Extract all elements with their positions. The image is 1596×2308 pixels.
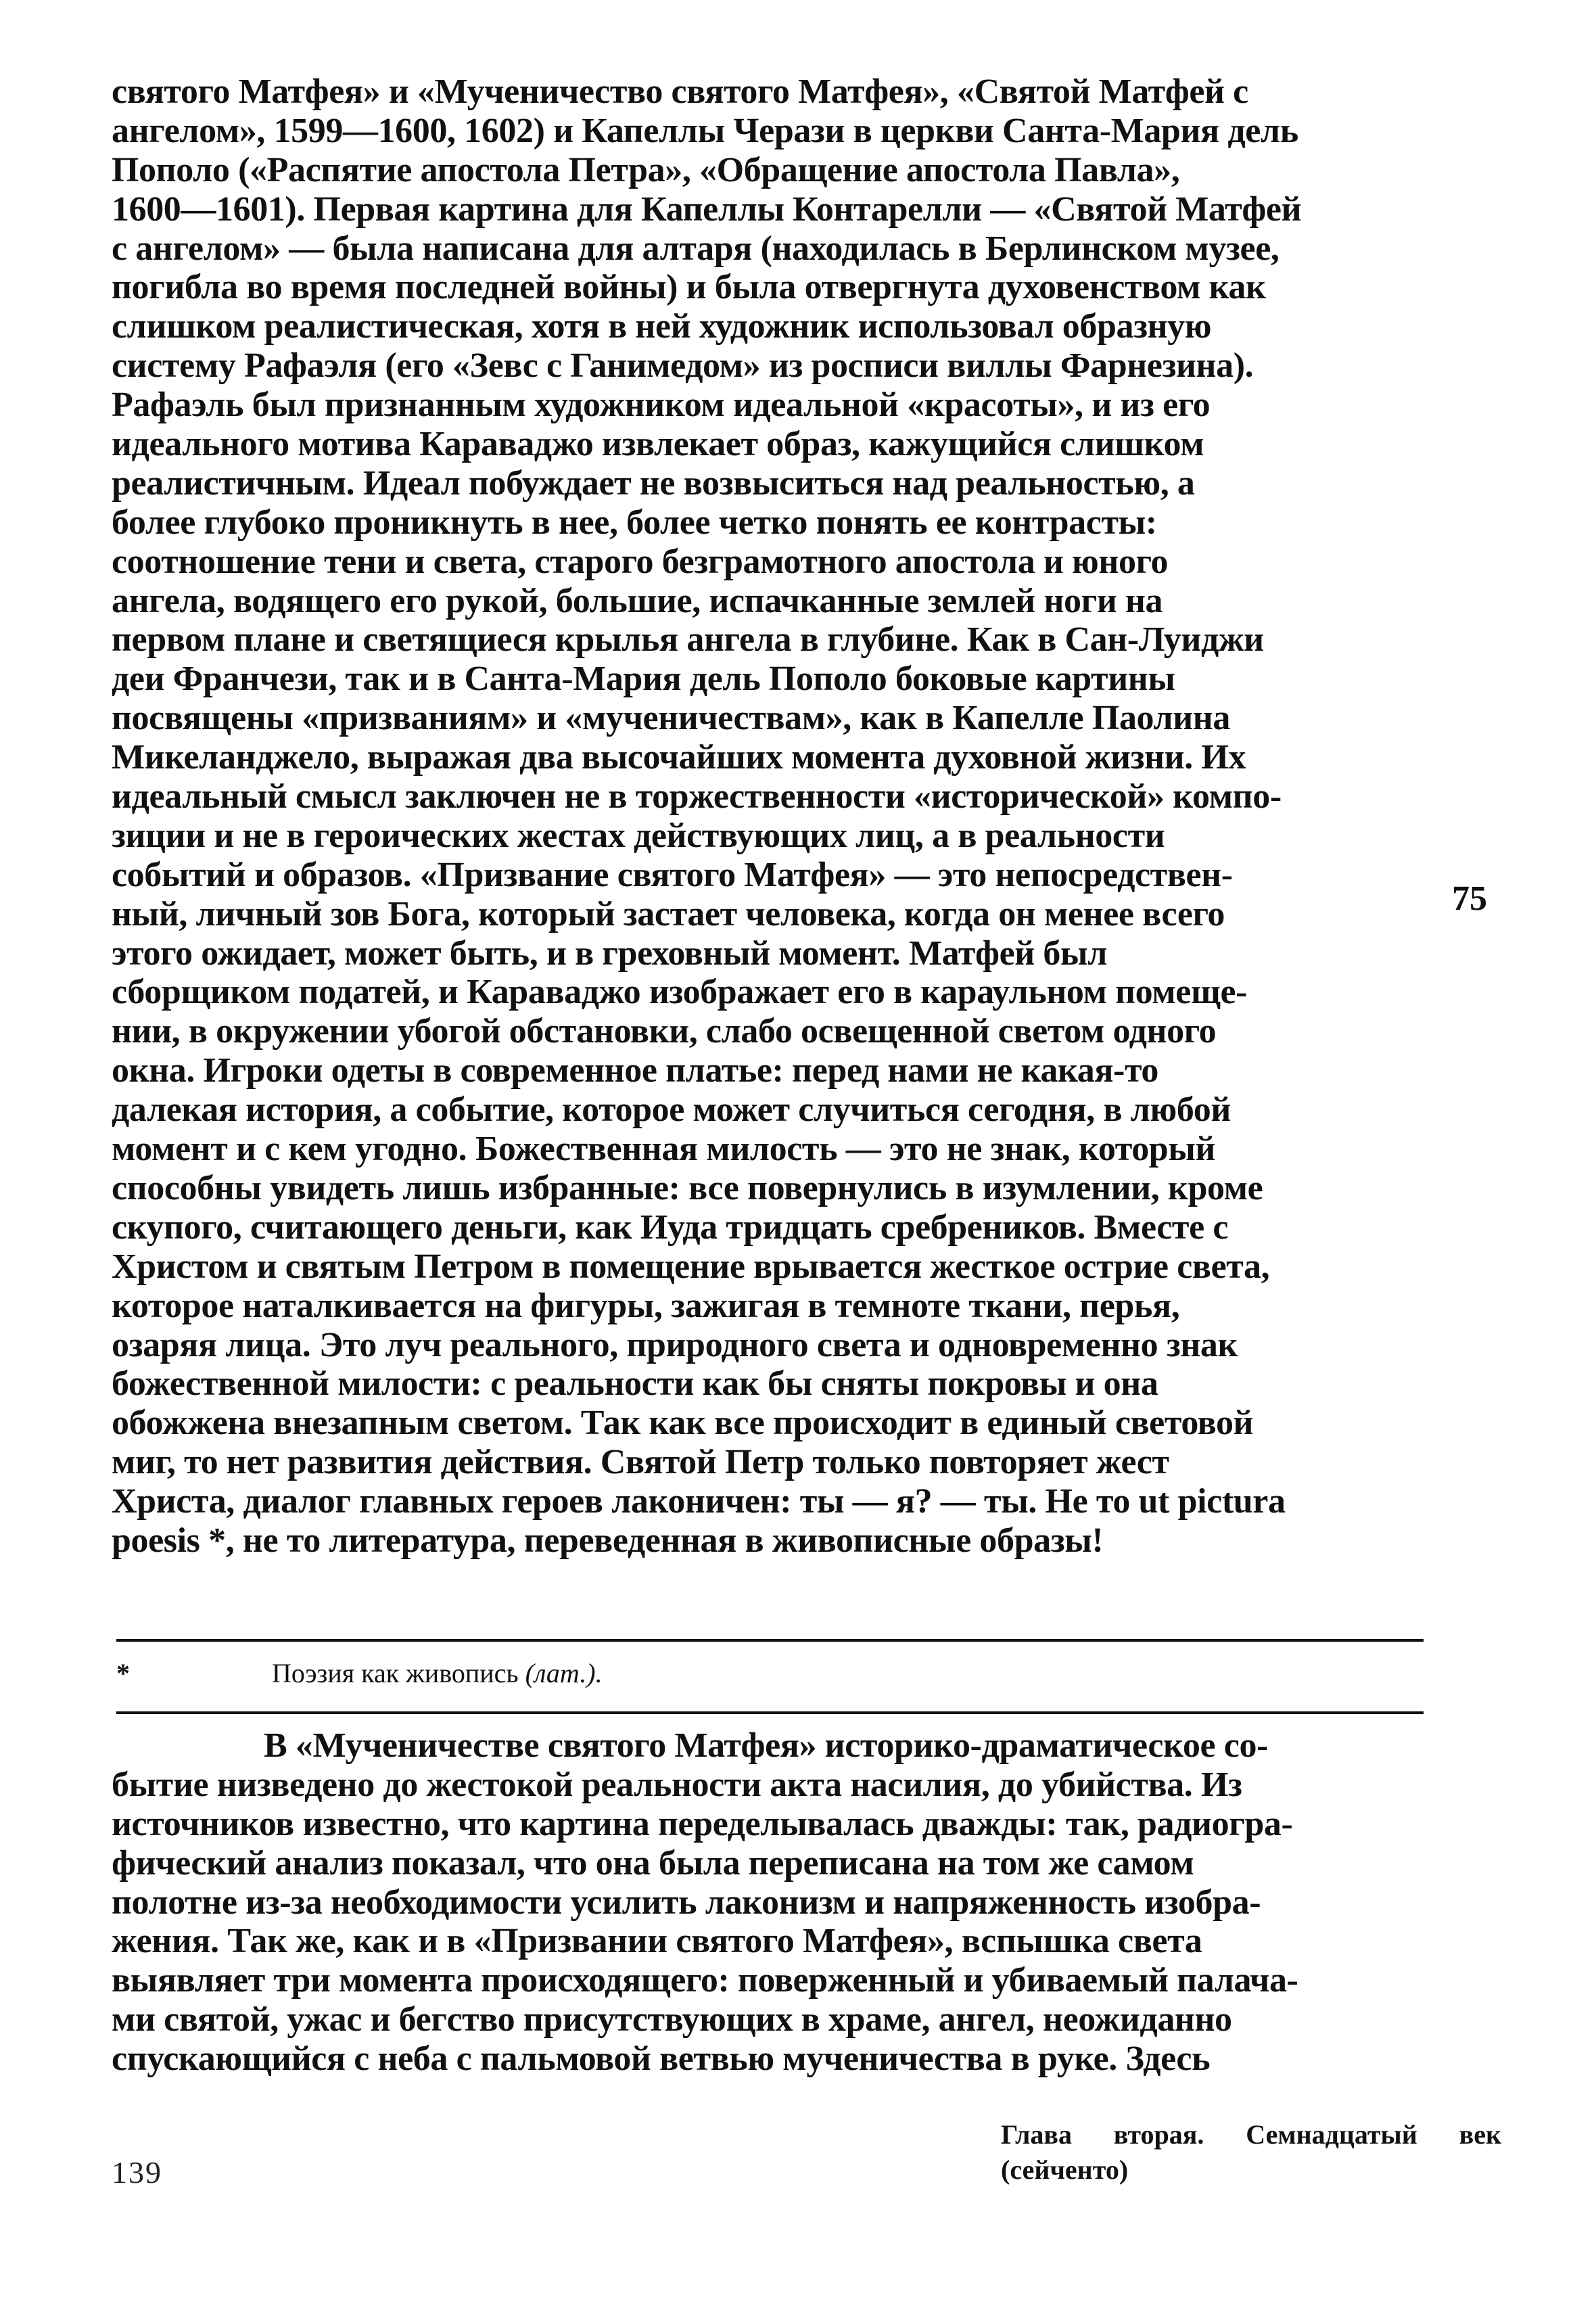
text-line: зиции и не в героических жестах действующих лиц, а в реальности xyxy=(112,816,1165,855)
text-line: способны увидеть лишь избранные: все повернулись в изумлении, кроме xyxy=(112,1168,1263,1207)
running-head-line-2: (сейченто) xyxy=(1001,2154,1129,2185)
text-line: В «Мученичестве святого Матфея» историко-драматическое со- xyxy=(264,1726,1268,1765)
text-line: окна. Игроки одеты в современное платье: перед нами не какая-то xyxy=(112,1051,1159,1090)
text-line: Микеланджело, выражая два высочайших момента духовной жизни. Их xyxy=(112,738,1246,777)
text-line: идеального мотива Караваджо извлекает образ, кажущийся слишком xyxy=(112,425,1204,464)
second-text-block xyxy=(112,1726,1427,2079)
text-line: фический анализ показал, что она была переписана на том же самом xyxy=(112,1843,1194,1883)
page-number: 139 xyxy=(112,2155,162,2190)
footnote xyxy=(116,1655,603,1692)
text-line: бытие низведено до жестокой реальности акта насилия, до убийства. Из xyxy=(112,1765,1242,1804)
text-line: посвящены «призваниям» и «мученичествам», как в Капелле Паолина xyxy=(112,699,1230,738)
text-line: божественной милости: с реальности как бы сняты покровы и она xyxy=(112,1364,1158,1404)
text-line: с ангелом» — была написана для алтаря (находилась в Берлинском музее, xyxy=(112,229,1280,268)
text-line: жения. Так же, как и в «Призвании святого Матфея», вспышка света xyxy=(112,1922,1202,1961)
text-line: момент и с кем угодно. Божественная милость — это не знак, который xyxy=(112,1130,1216,1169)
text-line: этого ожидает, может быть, и в греховный момент. Матфей был xyxy=(112,933,1108,973)
footnote-body: Поэзия как живопись xyxy=(272,1658,519,1688)
text-line: спускающийся с неба с пальмовой ветвью мученичества в руке. Здесь xyxy=(112,2039,1211,2079)
text-line: которое наталкивается на фигуры, зажигая в темноте ткани, перья, xyxy=(112,1286,1180,1325)
text-line: poesis *, не то литература, переведенная в живописные образы! xyxy=(112,1521,1104,1560)
text-line: озаряя лица. Это луч реального, природного света и одновременно знак xyxy=(112,1325,1238,1364)
text-line: деи Франчези, так и в Санта-Мария дель Пополо боковые картины xyxy=(112,660,1175,699)
text-line: погибла во время последней войны) и была отвергнута духовенством как xyxy=(112,268,1266,307)
text-line: святого Матфея» и «Мученичество святого Матфея», «Святой Матфей с xyxy=(112,72,1248,111)
text-line: далекая история, а событие, которое может случиться сегодня, в любой xyxy=(112,1090,1231,1130)
footnote-rule-bottom xyxy=(116,1711,1424,1714)
text-line: ми святой, ужас и бегство присутствующих в храме, ангел, неожиданно xyxy=(112,2000,1232,2039)
running-head-word: Семнадцатый xyxy=(1246,2119,1417,2150)
text-line: выявляет три момента происходящего: поверженный и убиваемый палача- xyxy=(112,1961,1298,2000)
footnote-mark: * xyxy=(116,1658,130,1688)
text-line: 1600—1601). Первая картина для Капеллы Контарелли — «Святой Матфей xyxy=(112,189,1302,229)
text-line: ангела, водящего его рукой, большие, испачканные землей ноги на xyxy=(112,581,1163,620)
text-line: полотне из-за необходимости усилить лаконизм и напряженность изобра- xyxy=(112,1883,1261,1922)
text-line: Пополо («Распятие апостола Петра», «Обращение апостола Павла», xyxy=(112,150,1180,189)
running-head-word: Глава xyxy=(1001,2119,1072,2150)
text-line: первом плане и светящиеся крылья ангела в глубине. Как в Сан-Луиджи xyxy=(112,620,1264,660)
margin-number: 75 xyxy=(1452,879,1487,918)
text-line: обожжена внезапным светом. Так как все происходит в единый световой xyxy=(112,1404,1254,1443)
running-head-line-1 xyxy=(1001,2117,1501,2152)
text-line: источников известно, что картина переделывалась дважды: так, радиогра- xyxy=(112,1804,1293,1843)
footnote-rule-top xyxy=(116,1639,1424,1642)
text-line: Рафаэль был признанным художником идеальной «красоты», и из его xyxy=(112,386,1211,425)
text-line: Христа, диалог главных героев лаконичен: ты — я? — ты. Не то ut pictura xyxy=(112,1482,1286,1521)
text-line: миг, то нет развития действия. Святой Петр только повторяет жест xyxy=(112,1443,1169,1482)
text-line: ангелом», 1599—1600, 1602) и Капеллы Черази в церкви Санта-Мария дель xyxy=(112,111,1298,150)
text-line: идеальный смысл заключен не в торжественности «исторической» компо- xyxy=(112,777,1282,816)
text-line: скупого, считающего деньги, как Иуда тридцать сребреников. Вместе с xyxy=(112,1207,1229,1247)
text-line: сборщиком податей, и Караваджо изображает его в караульном помеще- xyxy=(112,973,1248,1012)
text-line: Христом и святым Петром в помещение врывается жесткое острие света, xyxy=(112,1247,1270,1286)
footnote-text xyxy=(272,1658,603,1688)
text-line: слишком реалистическая, хотя в ней художник использовал образную xyxy=(112,307,1212,346)
text-line: нии, в окружении убогой обстановки, слабо освещенной светом одного xyxy=(112,1012,1217,1051)
text-line: реалистичным. Идеал побуждает не возвыситься над реальностью, а xyxy=(112,463,1195,503)
text-line: ный, личный зов Бога, который застает человека, когда он менее всего xyxy=(112,894,1225,933)
text-line: событий и образов. «Призвание святого Матфея» — это непосредствен- xyxy=(112,855,1233,894)
text-line: соотношение тени и света, старого безграмотного апостола и юного xyxy=(112,542,1169,581)
running-head-word: вторая. xyxy=(1113,2119,1204,2150)
main-text-block xyxy=(112,72,1427,1561)
running-head-word: век xyxy=(1459,2119,1501,2150)
running-head xyxy=(1001,2117,1501,2188)
text-line: более глубоко проникнуть в нее, более четко понять ее контрасты: xyxy=(112,503,1157,542)
footnote-lang-note: (лат.). xyxy=(525,1658,603,1688)
text-line: систему Рафаэля (его «Зевс с Ганимедом» из росписи виллы Фарнезина). xyxy=(112,346,1254,386)
